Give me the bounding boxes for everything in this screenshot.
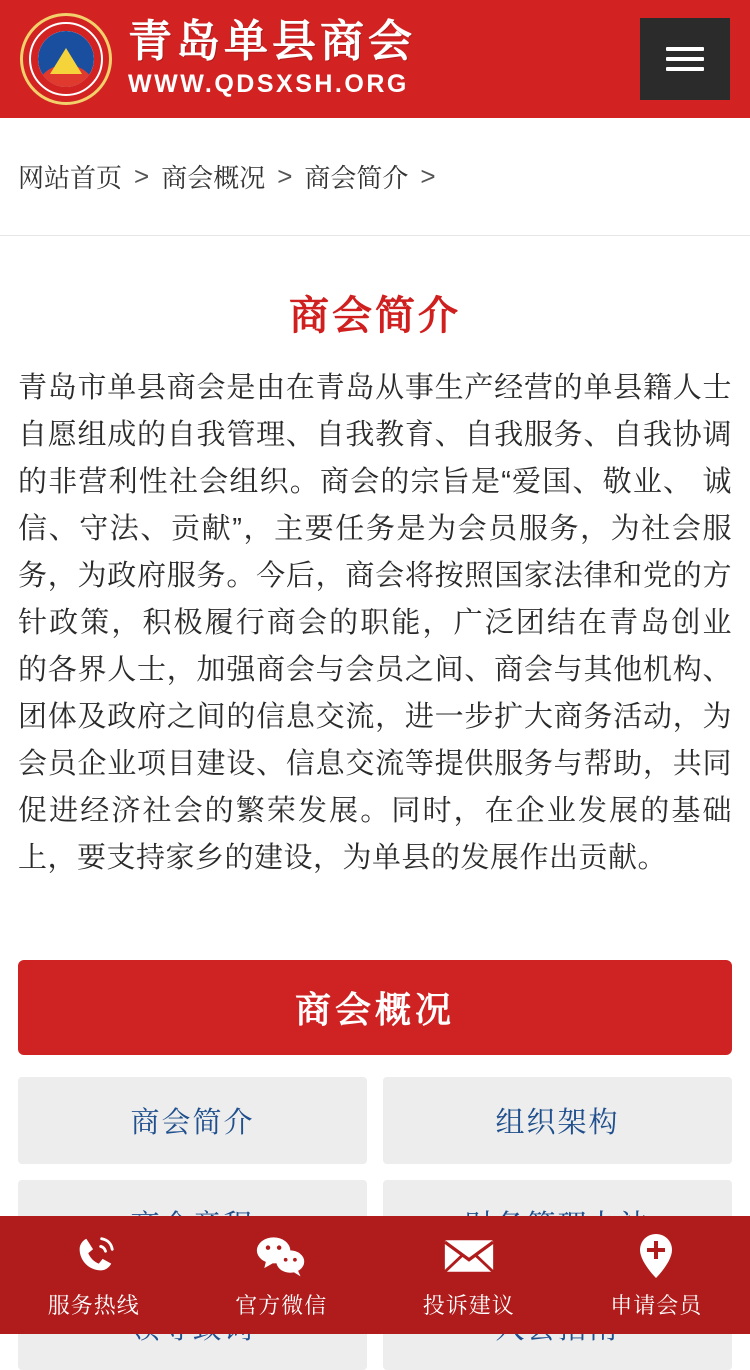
wechat-icon — [255, 1231, 307, 1281]
bottom-item-label: 申请会员 — [610, 1289, 702, 1320]
bottom-item-wechat[interactable] — [188, 1231, 376, 1320]
article — [0, 236, 750, 882]
bottom-item-hotline[interactable] — [0, 1231, 188, 1320]
site-header — [0, 0, 750, 118]
phone-icon — [71, 1231, 117, 1281]
qingdao-shanxian-chamber-logo-icon — [20, 13, 112, 105]
bottom-item-label: 投诉建议 — [423, 1289, 515, 1320]
breadcrumb — [0, 118, 750, 236]
bottom-item-label: 官方微信 — [235, 1289, 327, 1320]
brand-title-cn: 青岛单县商会 — [128, 19, 416, 65]
breadcrumb-separator: > — [277, 161, 292, 192]
article-body: 青岛市单县商会是由在青岛从事生产经营的单县籍人士自愿组成的自我管理、自我教育、自我服务、自我协调的非营利性社会组织。商会的宗旨是“爱国、敬业、 诚信、守法、贡献”，主要任务是为会员服务，为社会服务，为政府服务。今后，商会将按照国家法律和党的方针政策，积极履行商会的职能，广泛团结在青岛创业 的各界人士，加强商会与会员之间、商会与其他机构、团体及政府之间的信息交流，进一步扩大商务活动，为会员企业项目建设、信息交流等提供服务与帮助，共同促进经济社会的繁荣发展。同时，在企业发展的基础上，要支持家乡的建设，为单县的发展作出贡献。 — [18, 365, 732, 882]
link-item-structure[interactable]: 组织架构 — [383, 1077, 732, 1164]
breadcrumb-item-intro[interactable]: 商会简介 — [304, 158, 408, 195]
page-title: 商会简介 — [18, 284, 732, 341]
hamburger-bars — [666, 41, 704, 77]
brand-title-en: WWW.QDSXSH.ORG — [128, 70, 416, 99]
bottom-item-complaint[interactable] — [375, 1231, 563, 1320]
bottom-item-label: 服务热线 — [48, 1289, 140, 1320]
breadcrumb-separator: > — [420, 161, 435, 192]
location-pin-plus-icon — [636, 1231, 676, 1281]
brand-text — [128, 19, 416, 98]
brand[interactable] — [20, 13, 416, 105]
hamburger-menu-icon[interactable] — [640, 18, 730, 100]
bottom-navigation-bar — [0, 1216, 750, 1334]
breadcrumb-separator: > — [134, 161, 149, 192]
envelope-icon — [443, 1231, 495, 1281]
section-title: 商会概况 — [18, 960, 732, 1055]
breadcrumb-item-home[interactable]: 网站首页 — [18, 158, 122, 195]
breadcrumb-item-overview[interactable]: 商会概况 — [161, 158, 265, 195]
link-item-intro[interactable]: 商会简介 — [18, 1077, 367, 1164]
bottom-item-apply-member[interactable] — [563, 1231, 750, 1320]
